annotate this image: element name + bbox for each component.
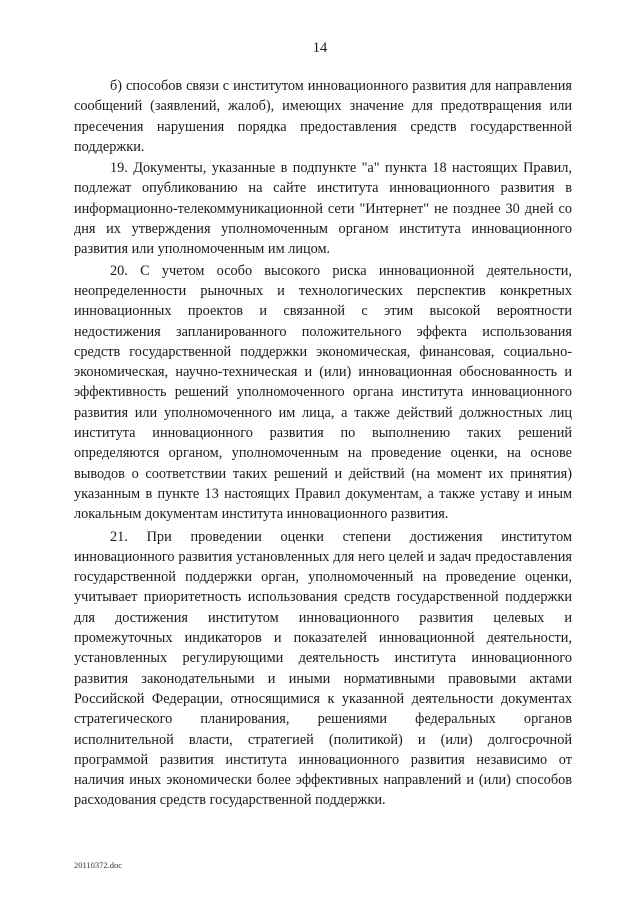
paragraph-18b: б) способов связи с институтом инновационного развития для направления сообщений (заявлений, жалоб), имеющих значение для предотвращения или пресечения нарушения порядка предоставления средств государственной поддержки. [74,78,572,155]
document-body [74,76,572,811]
paragraph-21: 21. При проведении оценки степени достижения институтом инновационного развития установленных для него целей и задач предоставления государственной поддержки орган, уполномоченный на проведение оценки, учитывает приоритетность использования средств государственной поддержки для достижения институтом инновационного развития целевых и промежуточных индикаторов и показателей инновационной деятельности, установленных регулирующими деятельность института инновационного развития законодательными и иными нормативными правовыми актами Российской Федерации, относящимися к указанной деятельности документах стратегического планирования, решениями федеральных органов исполнительной власти, стратегией (политикой) и (или) долгосрочной программой развития института инновационного развития независимо от наличия иных экономически более эффективных направлений и (или) способов расходования средств государственной поддержки. [74,528,572,809]
paragraph-19: 19. Документы, указанные в подпункте "а" пункта 18 настоящих Правил, подлежат опубликованию на сайте института инновационного развития в информационно-телекоммуникационной сети "Интернет" не позднее 30 дней со дня их утверждения уполномоченным органом института инновационного развития или уполномоченным им лицом. [74,160,572,258]
page-number: 14 [312,40,328,56]
document-file-code: 20110372.doc [74,860,123,870]
paragraph-20: 20. С учетом особо высокого риска инновационной деятельности, неопределенности рыночных и технологических перспектив конкретных инновационных проектов и связанной с этим высокой вероятности недостижения запланированного положительного эффекта использования средств государственной поддержки экономическая, финансовая, социально-экономическая, научно-техническая и (или) инновационная обоснованность и эффективность решений уполномоченного органа института инновационного развития или уполномоченного им лица, а также действий должностных лиц института инновационного развития по выполнению таких решений определяются органом, уполномоченным на проведение оценки, на основе выводов о соответствии таких решений и действий (на момент их принятия) указанным в пункте 13 настоящих Правил документам, а также уставу и иным локальным документам института инновационного развития. [74,262,572,523]
